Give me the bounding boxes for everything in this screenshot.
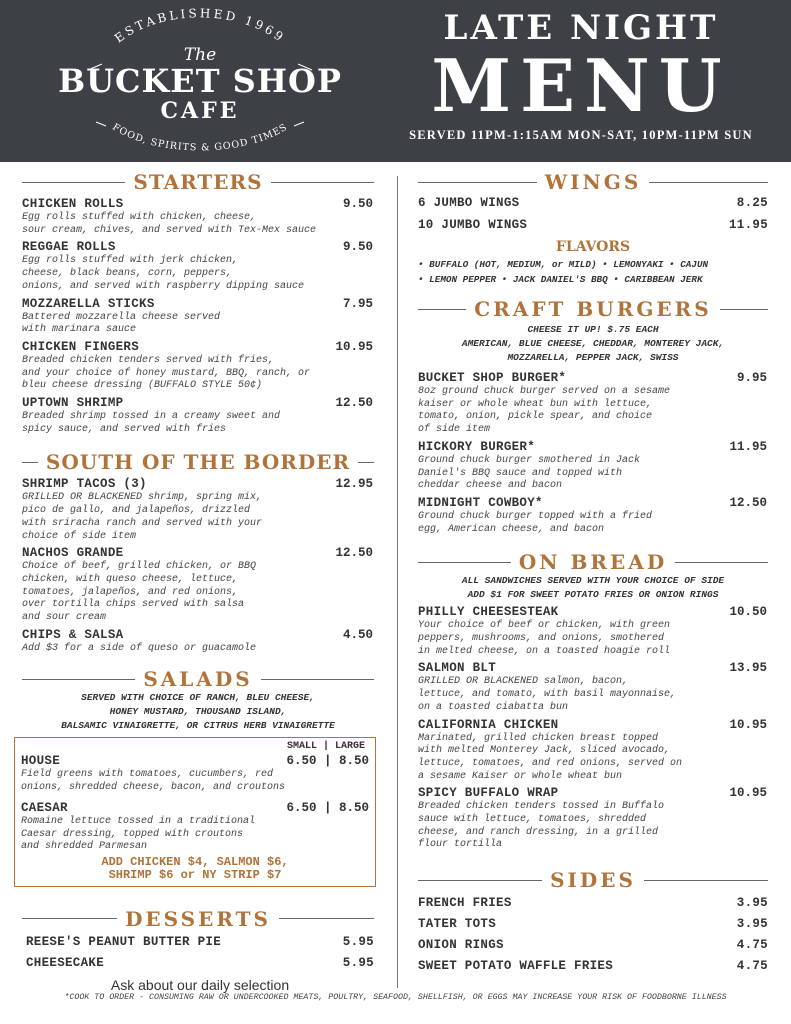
flavor-line: • LEMON PEPPER • JACK DANIEL'S BBQ • CARIBBEAN JERK (418, 274, 703, 285)
large-label: LARGE (334, 741, 365, 753)
desc-line: Caesar dressing, topped with croutons (21, 828, 244, 840)
desc-line: Battered mozzarella cheese served (22, 311, 221, 323)
flavors-list (418, 257, 768, 287)
item-price: 7.95 (342, 296, 373, 311)
sides-list (418, 896, 768, 974)
section-title-sides: SIDES (550, 868, 636, 893)
desc-line: with sriracha ranch and served with your (22, 517, 263, 529)
desserts-list (22, 935, 374, 993)
desc-line: with marinara sauce (22, 324, 137, 336)
desc-line: peppers, mushrooms, and onions, smothered (418, 633, 665, 645)
section-rule (271, 182, 374, 183)
item-description (22, 492, 374, 543)
desc-line: lettuce, and tomato, with basil mayonnaise, (418, 689, 677, 701)
desc-line: cheese, black beans, corn, peppers, (22, 268, 233, 280)
logo-tagline (110, 122, 289, 154)
item-price: 4.50 (342, 627, 373, 642)
item-description (22, 561, 374, 625)
item-name: BUCKET SHOP BURGER* (418, 371, 567, 385)
logo-established (112, 8, 288, 46)
section-header-starters (22, 170, 374, 194)
section-title-south-of-the-border: SOUTH OF THE BORDER (45, 450, 351, 475)
small-price: 6.50 (286, 800, 317, 815)
column-divider (397, 176, 398, 988)
header-served-hours: SERVED 11PM-1:15AM MON-SAT, 10PM-11PM SUN (409, 128, 753, 142)
restaurant-logo (40, 8, 360, 158)
item-price: 12.50 (729, 495, 767, 510)
section-header-salads (22, 667, 374, 691)
item-price: 9.50 (342, 197, 373, 211)
section-title-on-bread: ON BREAD (518, 550, 668, 575)
section-rule (418, 880, 542, 881)
item-price: 8.25 (736, 196, 768, 210)
right-column (418, 170, 768, 974)
header-title: LATE NIGHT (443, 8, 719, 48)
header-menu-word: MENU (431, 43, 731, 128)
menu-item (418, 718, 768, 784)
item-price: 5.95 (342, 955, 374, 970)
item-name: UPTOWN SHRIMP (22, 396, 124, 411)
desc-line: GRILLED OR BLACKENED shrimp, spring mix, (22, 492, 263, 504)
bread-sides-note (418, 574, 768, 602)
item-name: 6 JUMBO WINGS (418, 196, 520, 210)
size-separator: | (322, 741, 329, 753)
desc-line: cheese, and ranch dressing, in a grilled (418, 826, 659, 838)
desc-line: and shredded Parmesan (21, 841, 148, 853)
desc-line: spicy sauce, and served with fries (22, 423, 227, 435)
salads-dressing-note (22, 691, 374, 733)
item-name: REESE'S PEANUT BUTTER PIE (26, 934, 222, 949)
note-line: ALL SANDWICHES SERVED WITH YOUR CHOICE OF SIDE (461, 575, 725, 587)
section-rule (720, 309, 768, 310)
logo-tagline-text: FOOD, SPIRITS & GOOD TIMES (110, 121, 290, 154)
menu-item (418, 440, 768, 493)
note-line: CHEESE IT UP! $.75 EACH (527, 324, 659, 335)
item-price: 12.50 (335, 396, 373, 411)
item-name: MIDNIGHT COWBOY* (418, 495, 543, 510)
salads-box (14, 737, 376, 887)
left-column (22, 170, 374, 993)
header-title-block (375, 8, 787, 144)
item-description (22, 355, 374, 393)
burgers-cheese-note (418, 323, 768, 365)
item-description (22, 411, 374, 436)
menu-item (418, 496, 768, 536)
section-title-craft-burgers: CRAFT BURGERS (474, 297, 712, 321)
desc-line: a sesame Kaiser or whole wheat bun (418, 770, 623, 782)
addon-line: ADD CHICKEN $4, SALMON $6, (101, 854, 289, 869)
item-name: SPICY BUFFALO WRAP (418, 786, 559, 801)
starters-list (22, 197, 374, 436)
large-price: 8.50 (338, 754, 369, 769)
desc-line: Egg rolls stuffed with chicken, cheese, (22, 212, 257, 223)
note-line: ADD $1 FOR SWEET POTATO FRIES OR ONION RINGS (467, 589, 719, 601)
logo-established-text: ESTABLISHED 1969 (111, 8, 289, 46)
section-rule (261, 679, 374, 680)
item-price: 13.95 (729, 661, 767, 676)
section-rule (675, 562, 768, 563)
section-rule (418, 182, 537, 183)
desc-line: Field greens with tomatoes, cucumbers, red (21, 769, 274, 781)
item-price: 11.95 (728, 218, 768, 232)
section-rule (649, 182, 768, 183)
item-name: SALMON BLT (418, 661, 497, 676)
desc-line: in melted cheese, on a toasted hoagie roll (418, 645, 671, 657)
item-name: TATER TOTS (418, 917, 497, 932)
item-name: CALIFORNIA CHICKEN (418, 717, 559, 732)
item-price: 9.50 (342, 240, 373, 255)
item-description (22, 212, 374, 237)
item-name: HICKORY BURGER* (418, 439, 536, 454)
desc-line: Ground chuck burger topped with a fried (418, 510, 653, 522)
section-header-desserts (22, 907, 374, 931)
desc-line: choice of side item (22, 530, 137, 542)
item-description (22, 255, 374, 293)
item-price: 10.95 (729, 786, 767, 801)
item-price: 10.50 (729, 605, 767, 620)
desc-line: Marinated, grilled chicken breast topped (418, 732, 659, 744)
header-banner (0, 0, 791, 162)
desc-line: and sour cream (22, 612, 107, 624)
item-name: MOZZARELLA STICKS (22, 296, 155, 311)
logo-name-line1: BUCKET SHOP (58, 62, 342, 100)
item-name: REGGAE ROLLS (22, 240, 116, 255)
item-description (418, 386, 768, 437)
section-header-south-of-the-border (22, 450, 374, 474)
section-rule (22, 462, 38, 463)
item-price: 12.95 (335, 477, 373, 492)
item-price: 10.95 (335, 339, 373, 354)
item-name: CHICKEN FINGERS (22, 339, 140, 354)
item-description (22, 312, 374, 337)
desc-line: Romaine lettuce tossed in a traditional (21, 815, 256, 827)
item-description (22, 643, 374, 656)
note-line: SERVED WITH CHOICE OF RANCH, BLEU CHEESE, (81, 692, 315, 704)
section-rule (22, 918, 117, 919)
item-price: 4.75 (736, 959, 768, 974)
menu-item (418, 896, 768, 911)
section-title-wings: WINGS (544, 170, 642, 194)
desserts-ask-note: Ask about our daily selection (110, 976, 290, 993)
menu-item (418, 786, 768, 852)
item-price: 3.95 (736, 917, 768, 932)
item-price: 12.50 (335, 546, 373, 561)
salad-addons (21, 856, 369, 882)
menu-item (22, 546, 374, 625)
item-price: 10.95 (729, 717, 767, 732)
note-line: HONEY MUSTARD, THOUSAND ISLAND, (109, 706, 287, 718)
item-description (21, 769, 369, 794)
desc-line: cheddar cheese and bacon (418, 480, 563, 492)
burgers-list (418, 371, 768, 536)
desc-line: with melted Monterey Jack, sliced avocado, (418, 745, 671, 757)
item-description (418, 733, 768, 784)
desc-line: egg, American cheese, and bacon (418, 523, 605, 535)
section-rule (279, 918, 374, 919)
desc-line: Add $3 for a side of queso or guacamole (22, 642, 257, 654)
logo-the: The (183, 45, 217, 65)
item-price: 4.75 (736, 938, 768, 953)
section-rule (22, 182, 125, 183)
section-header-on-bread (418, 550, 768, 574)
note-line: MOZZARELLA, PEPPER JACK, SWISS (507, 352, 679, 363)
item-prices: 6.50 | 8.50 (286, 800, 369, 815)
desc-line: Egg rolls stuffed with jerk chicken, (22, 255, 239, 267)
desc-line: Your choice of beef or chicken, with green (418, 620, 671, 632)
desc-line: and your choice of honey mustard, BBQ, ranch, or (22, 367, 311, 379)
section-header-sides (418, 868, 768, 892)
section-header-craft-burgers (418, 297, 768, 321)
desc-line: flour tortilla (418, 839, 503, 851)
menu-item (21, 801, 369, 854)
item-price: 5.95 (342, 934, 374, 949)
desc-line: Ground chuck burger smothered in Jack (418, 454, 641, 466)
desc-line: onions, and served with raspberry dipping sauce (22, 280, 305, 292)
section-rule (644, 880, 768, 881)
item-name: ONION RINGS (418, 938, 504, 953)
menu-item (418, 605, 768, 658)
section-title-starters: STARTERS (133, 170, 263, 194)
flavor-line: • BUFFALO (HOT, MEDIUM, or MILD) • LEMONYAKI • CAJUN (418, 259, 709, 270)
item-price: 9.95 (736, 371, 767, 385)
note-line: AMERICAN, BLUE CHEESE, CHEDDAR, MONTEREY JACK, (461, 338, 725, 349)
desc-line: Daniel's BBQ sauce and topped with (418, 467, 623, 479)
food-safety-disclaimer: *COOK TO ORDER - CONSUMING RAW OR UNDERCOOKED MEATS, POULTRY, SEAFOOD, SHELLFISH, OR EGGS MAY INCREASE YOUR RISK OF FOODBORNE ILLNESS (64, 993, 727, 1002)
desc-line: GRILLED OR BLACKENED salmon, bacon, (418, 676, 629, 688)
section-rule (418, 562, 511, 563)
desc-line: on a toasted ciabatta bun (418, 701, 569, 713)
item-description (418, 801, 768, 852)
large-price: 8.50 (338, 800, 369, 815)
section-title-salads: SALADS (143, 667, 253, 692)
item-description (21, 816, 369, 854)
section-rule (22, 679, 135, 680)
desc-line: of side item (418, 424, 491, 436)
flavors-title: FLAVORS (555, 239, 631, 255)
menu-item (26, 956, 374, 971)
wings-list (418, 196, 768, 233)
desc-line: Choice of beef, grilled chicken, or BBQ (22, 561, 257, 573)
desc-line: lettuce, tomatoes, and red onions, served on (418, 757, 683, 769)
section-rule (418, 309, 466, 310)
menu-item (418, 371, 768, 437)
item-price: 11.95 (729, 439, 767, 454)
desc-line: chicken, with queso cheese, lettuce, (22, 573, 239, 585)
item-name: CAESAR (21, 800, 68, 815)
menu-item (418, 917, 768, 932)
desc-line: sour cream, chives, and served with Tex-Mex sauce (22, 224, 317, 236)
desc-line: Breaded chicken tenders served with fries, (22, 354, 275, 366)
section-title-desserts: DESSERTS (125, 906, 271, 931)
small-label: SMALL (286, 741, 317, 753)
menu-item (418, 218, 768, 233)
item-name: 10 JUMBO WINGS (418, 218, 528, 232)
menu-item (22, 628, 374, 656)
item-name: HOUSE (21, 754, 61, 769)
menu-item (26, 935, 374, 950)
menu-item (22, 197, 374, 237)
desc-line: over tortilla chips served with salsa (22, 599, 245, 611)
desc-line: bleu cheese dressing (BUFFALO STYLE 50¢) (22, 380, 263, 392)
item-prices: 6.50 | 8.50 (286, 754, 369, 769)
desc-line: sauce with lettuce, tomatoes, shredded (418, 814, 647, 826)
logo-name-line2: CAFE (160, 98, 240, 124)
menu-item (418, 938, 768, 953)
menu-item (22, 477, 374, 543)
salad-size-header (21, 740, 369, 754)
desc-line: tomatoes, jalapeños, and red onions, (22, 586, 239, 598)
item-name: SWEET POTATO WAFFLE FRIES (418, 959, 614, 974)
desc-line: tomato, onion, pickle spear, and choice (418, 411, 653, 423)
desc-line: 8oz ground chuck burger served on a sesame (418, 386, 671, 397)
note-line: BALSAMIC VINAIGRETTE, OR CITRUS HERB VINAIGRETTE (61, 720, 335, 732)
item-name: FRENCH FRIES (418, 896, 512, 911)
bread-list (418, 605, 768, 852)
menu-item (418, 959, 768, 974)
menu-item (22, 396, 374, 436)
item-description (418, 455, 768, 493)
item-description (418, 511, 768, 536)
menu-item (22, 240, 374, 293)
menu-item (22, 340, 374, 393)
desc-line: Breaded chicken tenders tossed in Buffalo (418, 801, 665, 813)
menu-item (21, 754, 369, 794)
section-rule (358, 462, 374, 463)
item-name: NACHOS GRANDE (22, 546, 124, 561)
item-price: 3.95 (736, 896, 768, 911)
desc-line: kaiser or whole wheat bun with lettuce, (418, 398, 653, 410)
addon-line: SHRIMP $6 or NY STRIP $7 (108, 867, 282, 882)
menu-item (418, 661, 768, 714)
desc-line: onions, shredded cheese, bacon, and croutons (21, 782, 286, 794)
desc-line: Breaded shrimp tossed in a creamy sweet and (22, 411, 281, 423)
south-list (22, 477, 374, 655)
menu-item (22, 297, 374, 337)
small-price: 6.50 (286, 754, 317, 769)
item-description (418, 620, 768, 658)
item-name: SHRIMP TACOS (3) (22, 477, 147, 492)
item-description (418, 676, 768, 714)
desc-line: pico de gallo, and jalapeños, drizzled (22, 505, 251, 517)
item-name: CHIPS & SALSA (22, 627, 124, 642)
menu-item (418, 196, 768, 211)
item-name: PHILLY CHEESESTEAK (418, 605, 559, 620)
item-name: CHEESECAKE (26, 955, 105, 970)
section-header-wings (418, 170, 768, 194)
item-name: CHICKEN ROLLS (22, 197, 124, 211)
